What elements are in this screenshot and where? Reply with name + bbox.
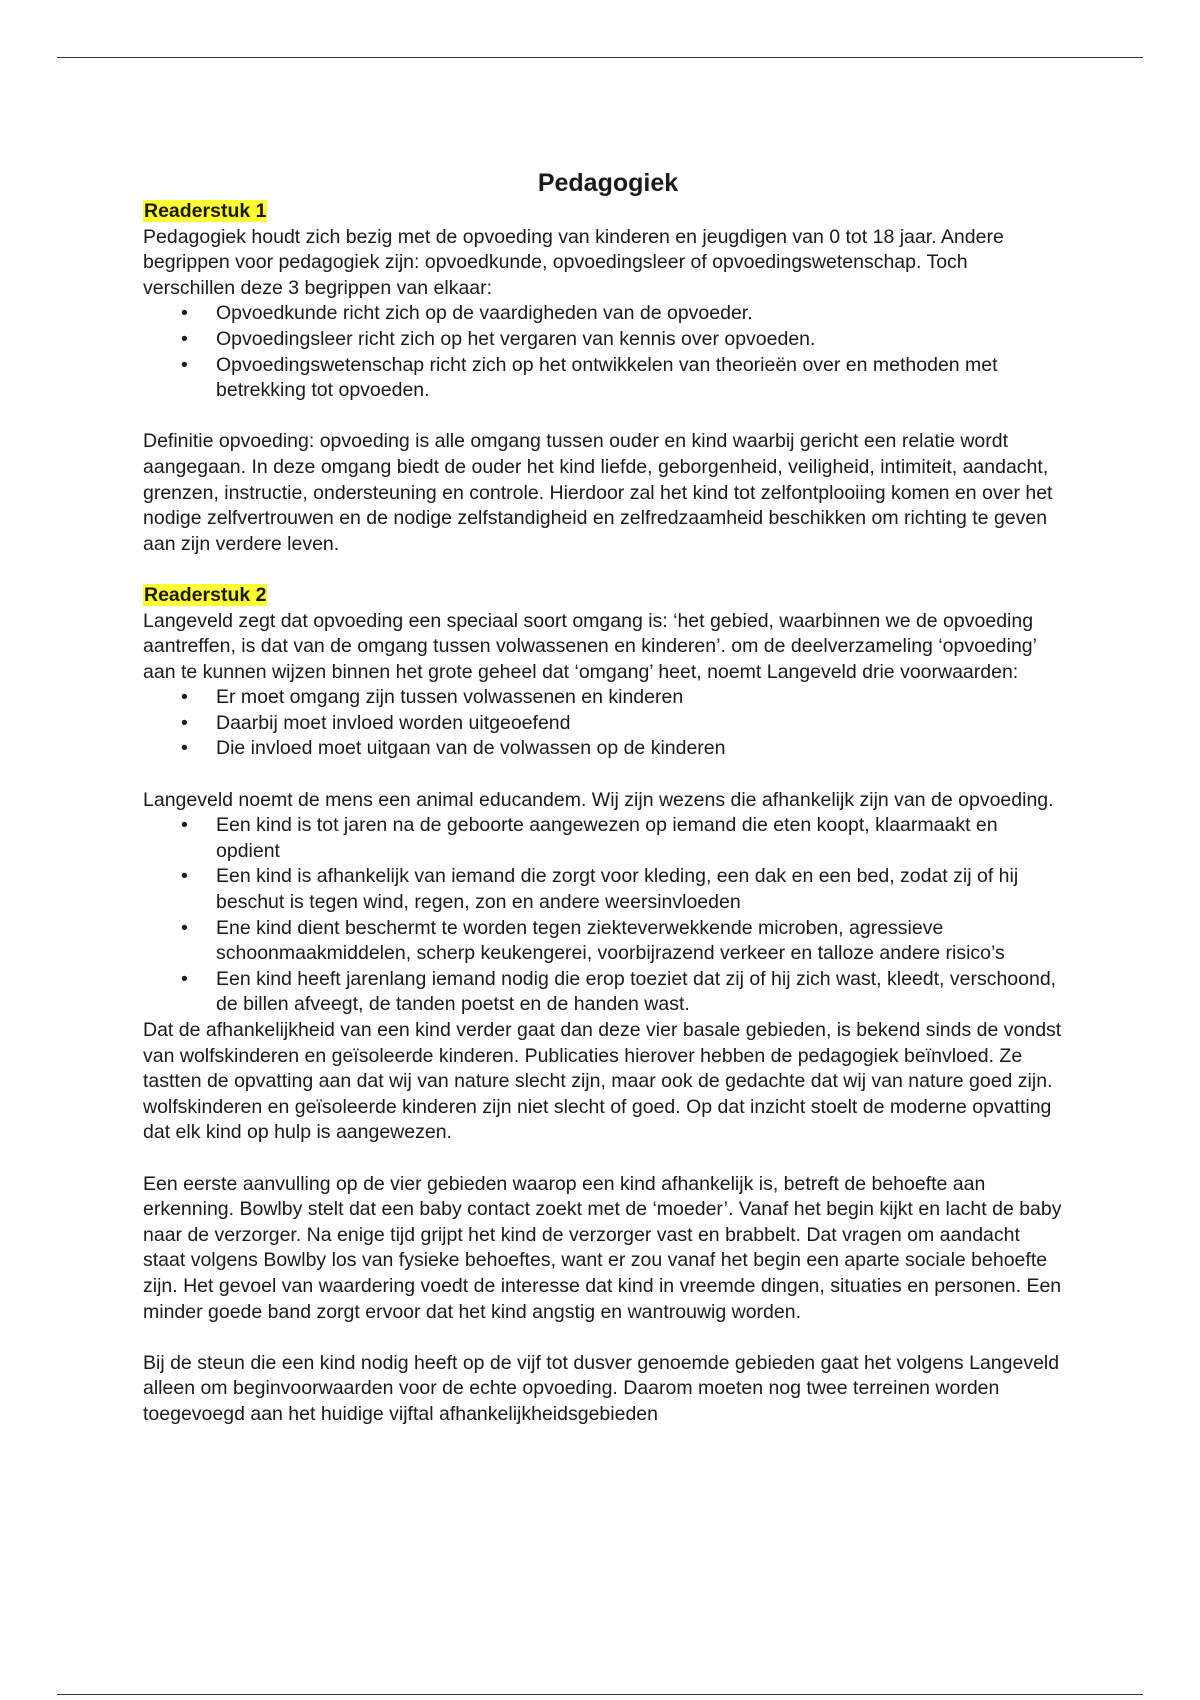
section-2-paragraph: Een eerste aanvulling op de vier gebieden waarop een kind afhankelijk is, betreft de behoefte aan erkenning. Bowlby stelt dat een baby contact zoekt met de ‘moeder’. Vanaf het begin kijkt en lacht de baby naar de verzorger. Na enige tijd grijpt het kind de verzorger vast en brabbelt. Dat vragen om aandacht staat volgens Bowlby los van fysieke behoeftes, want er zou vanaf het begin een aparte sociale behoefte zijn. Het gevoel van waardering voedt de interesse dat kind in vreemde dingen, situaties en personen. Een minder goede band zorgt ervoor dat het kind angstig en wantrouwig worden. xyxy=(143,1172,1062,1323)
list-item: • Daarbij moet invloed worden uitgeoefend xyxy=(143,711,1063,737)
highlighted-heading: Readerstuk 2 xyxy=(144,583,267,606)
highlighted-heading: Readerstuk 1 xyxy=(144,200,267,222)
section-2-animal-educandem: Langeveld noemt de mens een animal educandem. Wij zijn wezens die afhankelijk zijn van de opvoeding. xyxy=(143,788,1054,811)
section-1-bullet-list xyxy=(143,301,1063,403)
list-item: • Opvoedkunde richt zich op de vaardigheden van de opvoeder. xyxy=(143,301,1063,327)
list-item: • Ene kind dient beschermt te worden tegen ziekteverwekkende microben, agressieve schoonmaakmiddelen, scherp keukengerei, voorbijrazend verkeer en talloze andere risico’s xyxy=(143,916,1063,967)
section-2-dependency-list xyxy=(143,813,1063,1018)
section-heading-readerstuk-2 xyxy=(143,583,1063,609)
list-item: • Die invloed moet uitgaan van de volwassen op de kinderen xyxy=(143,736,1063,762)
list-item: • Opvoedingsleer richt zich op het vergaren van kennis over opvoeden. xyxy=(143,327,1063,353)
list-item: • Een kind heeft jarenlang iemand nodig die erop toeziet dat zij of hij zich wast, kleedt, verschoond, de billen afveegt, de tanden poetst en de handen wast. xyxy=(143,967,1063,1018)
section-2-paragraph: Bij de steun die een kind nodig heeft op de vijf tot dusver genoemde gebieden gaat het volgens Langeveld alleen om beginvoorwaarden voor de echte opvoeding. Daarom moeten nog twee terreinen worden toegevoegd aan het huidige vijftal afhankelijkheidsgebieden xyxy=(143,1351,1060,1425)
spacer xyxy=(143,762,1063,788)
list-item: • Opvoedingswetenschap richt zich op het ontwikkelen van theorieën over en methoden met betrekking tot opvoeden. xyxy=(143,353,1063,404)
section-2-paragraph: Dat de afhankelijkheid van een kind verder gaat dan deze vier basale gebieden, is bekend sinds de vondst van wolfskinderen en geïsoleerde kinderen. Publicaties hierover hebben de pedagogiek beïnvloed. Ze tastten de opvatting aan dat wij van nature slecht zijn, maar ook de gedachte dat wij van nature goed zijn. wolfskinderen en geïsoleerde kinderen zijn niet slecht of goed. Op dat inzicht stoelt de moderne opvatting dat elk kind op hulp is aangewezen. xyxy=(143,1019,1062,1144)
spacer xyxy=(143,557,1063,583)
list-item: • Een kind is afhankelijk van iemand die zorgt voor kleding, een dak en een bed, zodat zij of hij beschut is tegen wind, regen, zon en andere weersinvloeden xyxy=(143,864,1063,915)
footer-rule xyxy=(57,1694,1143,1695)
list-item: • Er moet omgang zijn tussen volwassenen en kinderen xyxy=(143,685,1063,711)
document-page xyxy=(143,167,1063,1428)
header-rule xyxy=(57,57,1143,58)
section-1-definition-paragraph: Definitie opvoeding: opvoeding is alle omgang tussen ouder en kind waarbij gericht een relatie wordt aangegaan. In deze omgang biedt de ouder het kind liefde, geborgenheid, veiligheid, intimiteit, aandacht, grenzen, instructie, ondersteuning en controle. Hierdoor zal het kind tot zelfontplooiing komen en over het nodige zelfvertrouwen en de nodige zelfstandigheid en zelfredzaamheid beschikken om richting te geven aan zijn verdere leven. xyxy=(143,430,1053,555)
spacer xyxy=(143,1146,1063,1172)
section-2-intro: Langeveld zegt dat opvoeding een speciaal soort omgang is: ‘het gebied, waarbinnen we de opvoeding aantreffen, is dat van de omgang tussen volwassenen en kinderen’. om de deelverzameling ‘opvoeding’ aan te kunnen wijzen binnen het grote geheel dat ‘omgang’ heet, noemt Langeveld drie voorwaarden: xyxy=(143,609,1037,683)
spacer xyxy=(143,1325,1063,1351)
list-item: • Een kind is tot jaren na de geboorte aangewezen op iemand die eten koopt, klaarmaakt en opdient xyxy=(143,813,1063,864)
section-1-intro: Pedagogiek houdt zich bezig met de opvoeding van kinderen en jeugdigen van 0 tot 18 jaar. Andere begrippen voor pedagogiek zijn: opvoedkunde, opvoedingsleer of opvoedingswetenschap. Toch verschillen deze 3 begrippen van elkaar: xyxy=(143,225,1004,299)
section-heading-readerstuk-1 xyxy=(143,199,1063,225)
spacer xyxy=(143,404,1063,430)
document-title: Pedagogiek xyxy=(537,169,679,197)
section-2-bullet-list xyxy=(143,685,1063,762)
